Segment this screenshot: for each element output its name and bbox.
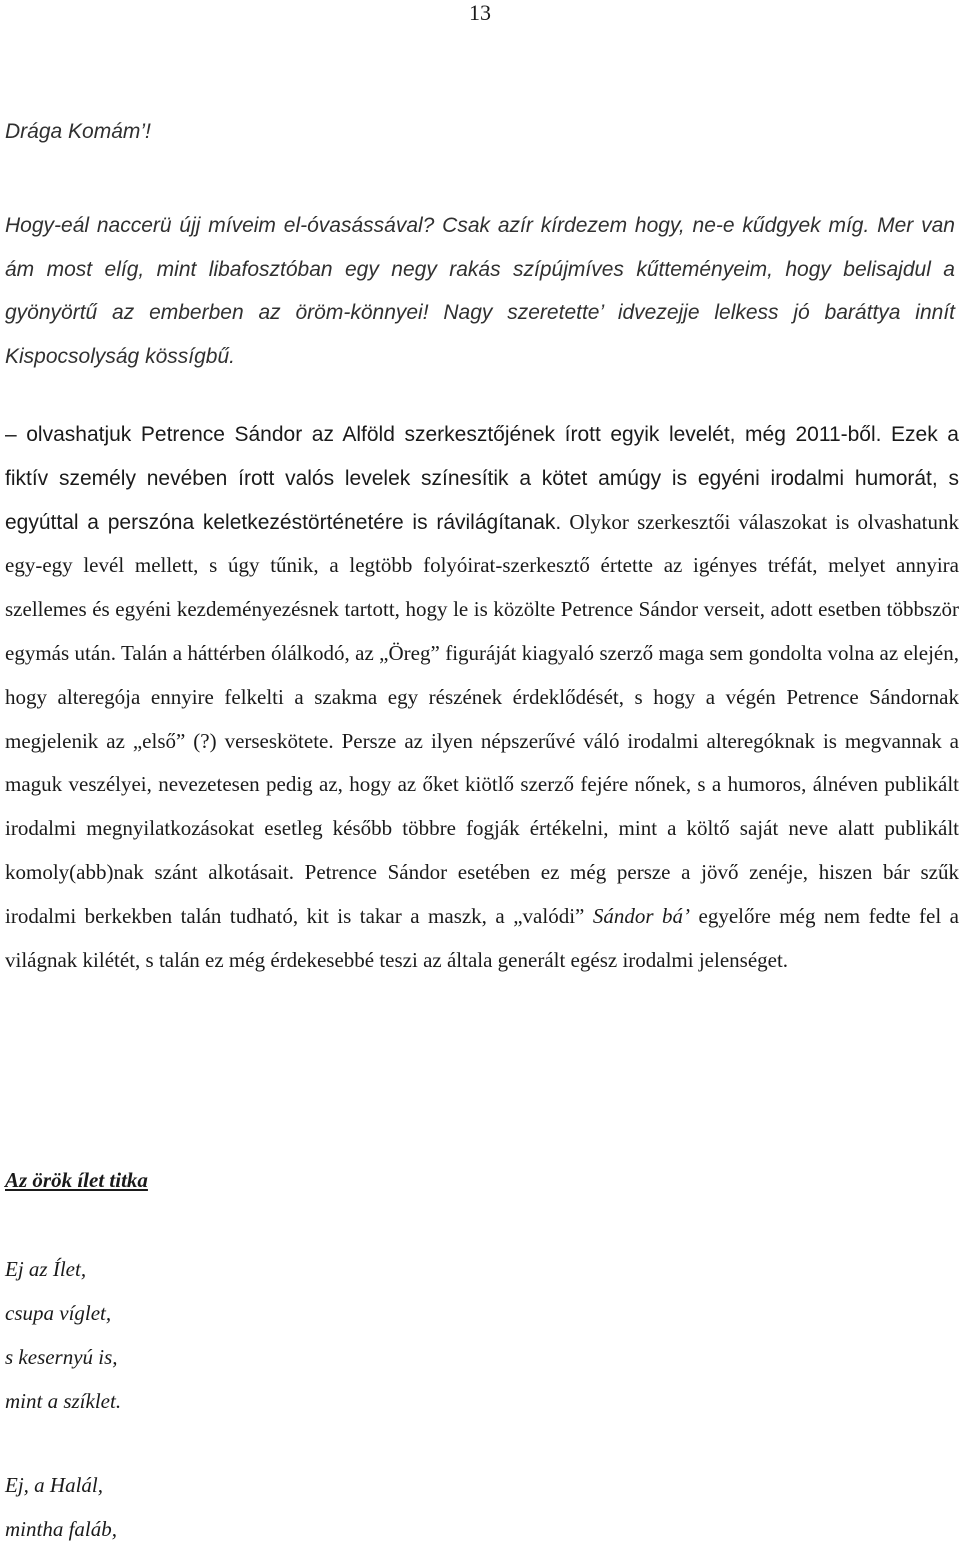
poem-title: Az örök ílet titka [5, 1168, 148, 1192]
poem-line: s kesernyú is, [5, 1345, 118, 1369]
poem-line: csupa víglet, [5, 1301, 112, 1325]
commentary-lead: – olvashatjuk Petrence Sándor az Alföld szerkesztőjének írott egyik levelét, még 2011-ből. Ezek a fiktív személy nevében írott valós levelek színesítik a kötet amúgy is egyéni irodalmi humorát, s egyúttal a perszóna keletkezéstörténetére is rávilágítanak. [5, 423, 959, 534]
poem-line: Ej az Ílet, [5, 1257, 87, 1281]
quoted-letter [5, 112, 955, 378]
sandor-ba-name: Sándor bá’ [592, 903, 691, 928]
commentary-end: egyelőre még nem fedte fel a világnak kilétét, s talán ez még érdekesebbé teszi az általa generált egész irodalmi jelenséget. [5, 903, 959, 972]
letter-body: Hogy-eál naccerü újj míveim el-óvasássával? Csak azír kírdezem hogy, ne-e kűdgyek míg. Mer van ám most elíg, mint libafosztóban egy negy rakás szípújmíves kűtteményeim, hogy belisajdul a gyönyörtű az emberben az öröm-könnyei! Nagy szeretette’ idvezejje lelkess jó baráttya innít Kispocsolyság kössígbű. [5, 214, 955, 368]
poem-line: mintha faláb, [5, 1517, 118, 1541]
letter-salutation: Drága Komám’! [5, 120, 151, 143]
poem-stanza-2 [5, 1463, 117, 1551]
poem-line: mint a szíklet. [5, 1389, 122, 1413]
commentary-main: Olykor szerkesztői válaszokat is olvashatunk egy-egy levél mellett, s úgy tűnik, a legtöbb folyóirat-szerkesztő értette az igényes tréfát, melyet annyira szellemes és egyéni kezdeményezésnek tartott, hogy le is közölte Petrence Sándor verseit, adott esetben többször egymás után. Talán a háttérben ólálkodó, az „Öreg” figuráját kiagyaló szerző maga sem gondolta volna az elején, hogy alteregója ennyire felkelti a szakma egy részének érdeklődését, s hogy a végén Petrence Sándornak megjelenik az „első” (?) verseskötete. Persze az ilyen népszerűvé váló irodalmi alteregóknak is megvannak a maguk veszélyei, nevezetesen pedig az, hogy az őket kiötlő szerző fejére nőnek, s a humoros, álnéven publikált irodalmi megnyilatkozásokat esetleg később többre fogják értékelni, mint a költő saját neve alatt publikált komoly(abb)nak szánt alkotásait. Petrence Sándor esetében ez még persze a jövő zenéje, hiszen bár szűk irodalmi berkekben talán tudható, kit is takar a maszk, a „valódi” [5, 509, 959, 928]
poem-stanza-1 [5, 1247, 121, 1423]
page-number: 13 [469, 0, 491, 25]
poem-line: Ej, a Halál, [5, 1473, 103, 1497]
commentary-paragraph [5, 413, 959, 982]
commentary-text [5, 413, 959, 982]
